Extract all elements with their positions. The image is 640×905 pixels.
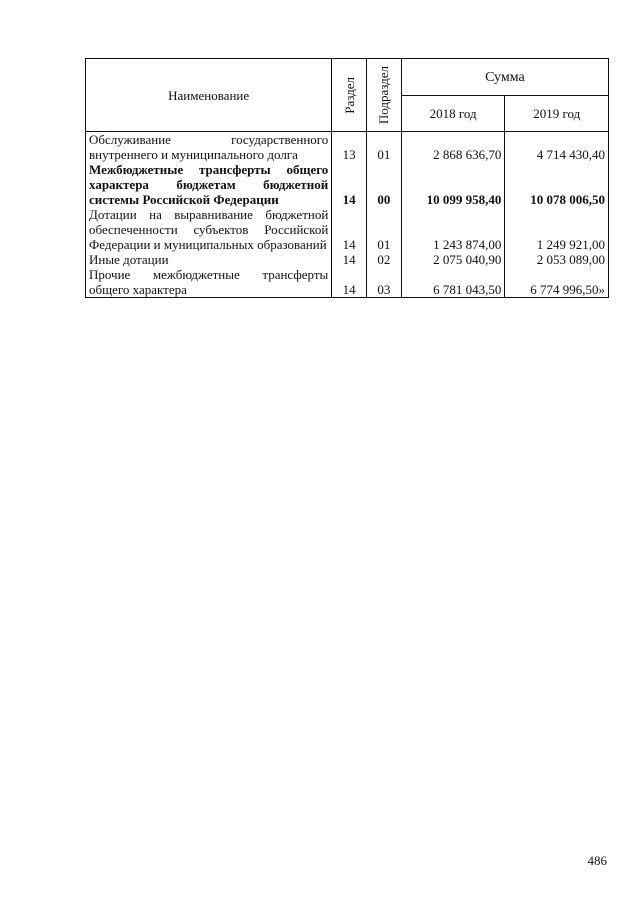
row-section: 14	[332, 207, 367, 252]
header-subsection	[367, 59, 402, 132]
header-section	[332, 59, 367, 132]
row-name: Обслуживание государственного внутреннего и муниципального долга	[86, 132, 332, 163]
table-row	[86, 207, 609, 252]
header-sum: Сумма	[401, 59, 608, 96]
row-subsection: 01	[367, 207, 402, 252]
header-year-2018: 2018 год	[401, 96, 505, 132]
header-name: Наименование	[86, 59, 332, 132]
header-subsection-label: Подраздел	[376, 65, 392, 125]
row-value-2018: 1 243 874,00	[401, 207, 505, 252]
row-value-2019: 1 249 921,00	[505, 207, 609, 252]
table-row	[86, 162, 609, 207]
row-name: Дотации на выравнивание бюджетной обеспеченности субъектов Российской Федерации и муниципальных образований	[86, 207, 332, 252]
row-subsection: 03	[367, 267, 402, 298]
header-section-label: Раздел	[341, 76, 357, 114]
row-value-2019: 4 714 430,40	[505, 132, 609, 163]
row-name: Прочие межбюджетные трансферты общего характера	[86, 267, 332, 298]
row-value-2018: 6 781 043,50	[401, 267, 505, 298]
row-value-2018: 2 075 040,90	[401, 252, 505, 267]
table-body	[86, 132, 609, 298]
table-row	[86, 252, 609, 267]
row-section: 14	[332, 267, 367, 298]
row-section: 14	[332, 252, 367, 267]
page-number: 486	[587, 853, 607, 868]
row-subsection: 02	[367, 252, 402, 267]
budget-table	[85, 58, 609, 298]
row-subsection: 01	[367, 132, 402, 163]
row-value-2018: 10 099 958,40	[401, 162, 505, 207]
table-row	[86, 132, 609, 163]
table-row	[86, 267, 609, 298]
row-section: 14	[332, 162, 367, 207]
row-value-2019: 6 774 996,50»	[505, 267, 609, 298]
row-name: Межбюджетные трансферты общего характера бюджетам бюджетной системы Российской Федерации	[86, 162, 332, 207]
row-section: 13	[332, 132, 367, 163]
row-value-2019: 10 078 006,50	[505, 162, 609, 207]
row-value-2018: 2 868 636,70	[401, 132, 505, 163]
row-subsection: 00	[367, 162, 402, 207]
row-value-2019: 2 053 089,00	[505, 252, 609, 267]
row-name: Иные дотации	[86, 252, 332, 267]
header-year-2019: 2019 год	[505, 96, 609, 132]
